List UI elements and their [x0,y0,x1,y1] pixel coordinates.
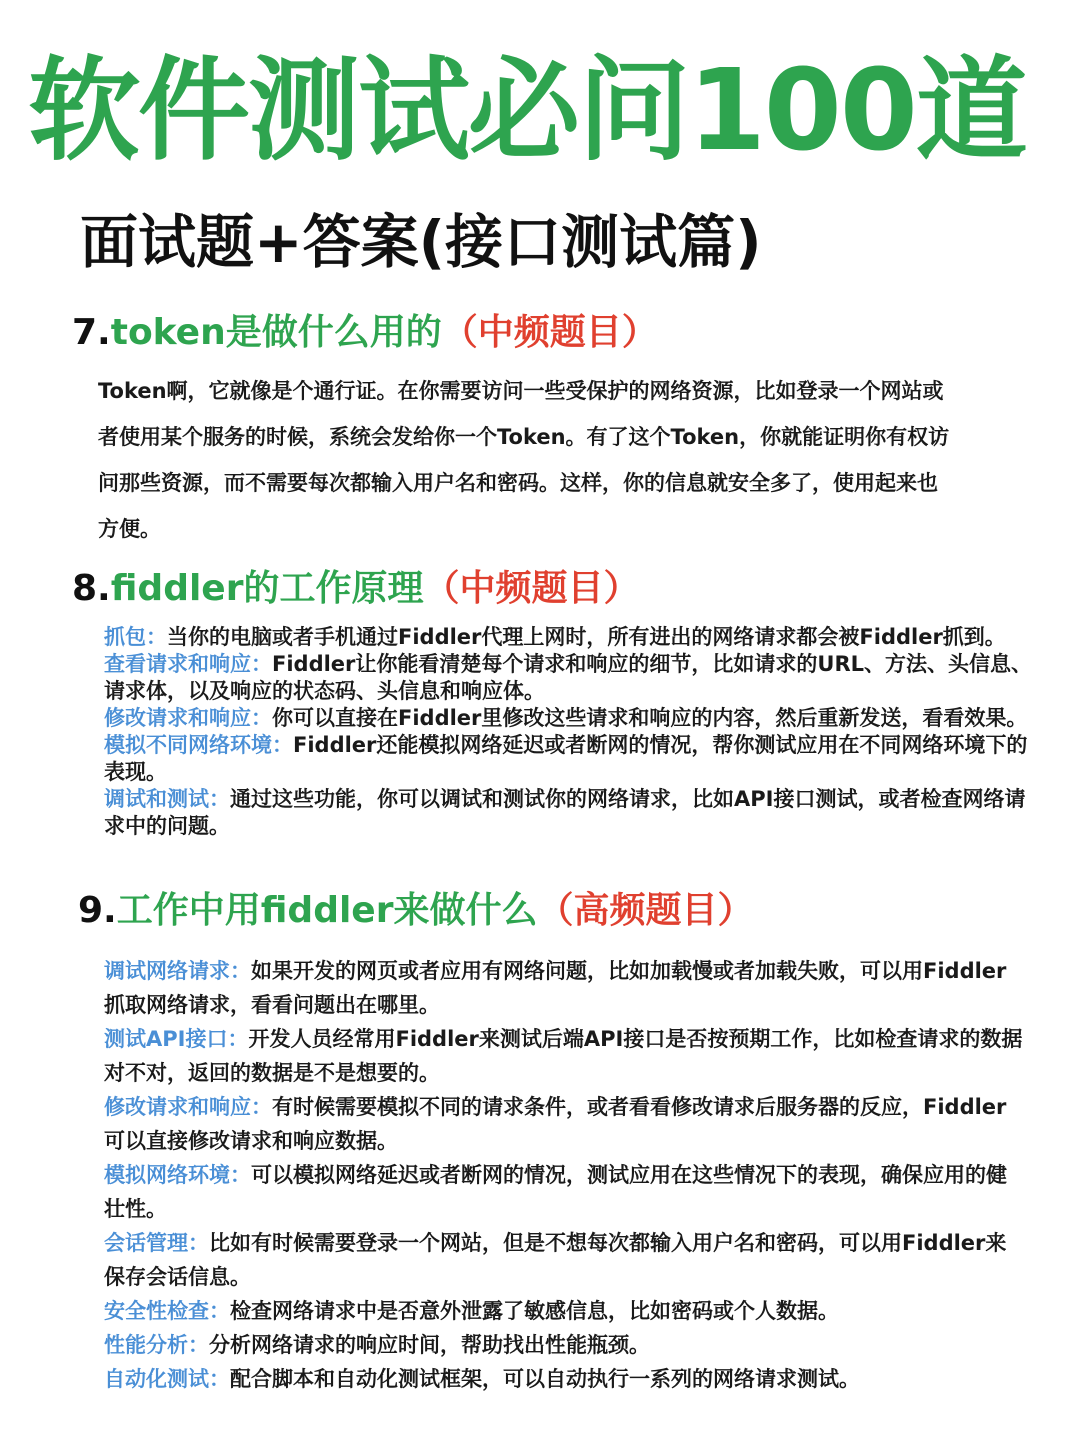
item-text: 配合脚本和自动化测试框架，可以自动执行一系列的网络请求测试。 [230,1367,860,1391]
item-text: 可以模拟网络延迟或者断网的情况，测试应用在这些情况下的表现，确保应用的健壮性。 [104,1163,1007,1221]
item-label: 调试网络请求： [104,959,251,983]
item-label: 模拟网络环境： [104,1163,251,1187]
question-9-title: 工作中用fiddler来做什么 [116,890,538,931]
list-item [104,1362,1024,1396]
list-item [104,1226,1024,1294]
item-text: 开发人员经常用Fiddler来测试后端API接口是否按预期工作，比如检查请求的数据对不对，返回的数据是不是想要的。 [104,1027,1023,1085]
question-7-heading [72,310,658,356]
item-label: 查看请求和响应： [104,652,272,676]
item-label: 安全性检查： [104,1299,230,1323]
list-item [104,786,1044,840]
list-item [104,705,1044,732]
list-item [104,954,1024,1022]
list-item [104,624,1044,651]
question-8-title: fiddler的工作原理 [110,568,424,609]
question-9-answer-list [104,954,1024,1396]
item-text: 通过这些功能，你可以调试和测试你的网络请求，比如API接口测试，或者检查网络请求中的问题。 [104,787,1026,838]
item-label: 自动化测试： [104,1367,230,1391]
question-9-number: 9. [78,890,117,931]
list-item [104,1090,1024,1158]
question-8-heading [72,566,639,612]
item-label: 修改请求和响应： [104,1095,272,1119]
question-9-frequency: （高频题目） [537,890,754,931]
question-9-heading [78,888,753,934]
item-label: 抓包： [104,625,167,649]
question-8-frequency: （中频题目） [423,568,640,609]
list-item [104,732,1044,786]
page-title: 软件测试必问100道 [28,46,1026,176]
question-7-number: 7. [72,312,111,353]
question-8-answer-list [104,624,1044,840]
question-7-frequency: （中频题目） [441,312,658,353]
item-text: Fiddler让你能看清楚每个请求和响应的细节，比如请求的URL、方法、头信息、请求体，以及响应的状态码、头信息和响应体。 [104,652,1033,703]
item-text: 检查网络请求中是否意外泄露了敏感信息，比如密码或个人数据。 [230,1299,839,1323]
question-7-answer: Token啊，它就像是个通行证。在你需要访问一些受保护的网络资源，比如登录一个网站或者使用某个服务的时候，系统会发给你一个Token。有了这个Token，你就能证明你有权访问那些资源，而不需要每次都输入用户名和密码。这样，你的信息就安全多了，使用起来也方便。 [98,379,950,541]
item-text: 如果开发的网页或者应用有网络问题，比如加载慢或者加载失败，可以用Fiddler抓取网络请求，看看问题出在哪里。 [104,959,1007,1017]
list-item [104,1328,1024,1362]
item-text: 比如有时候需要登录一个网站，但是不想每次都输入用户名和密码，可以用Fiddler来保存会话信息。 [104,1231,1007,1289]
list-item [104,651,1044,705]
list-item [104,1158,1024,1226]
list-item [104,1022,1024,1090]
item-text: 当你的电脑或者手机通过Fiddler代理上网时，所有进出的网络请求都会被Fiddler抓到。 [167,625,1006,649]
item-text: 分析网络请求的响应时间，帮助找出性能瓶颈。 [209,1333,650,1357]
item-label: 会话管理： [104,1231,209,1255]
list-item [104,1294,1024,1328]
item-text: 有时候需要模拟不同的请求条件，或者看看修改请求后服务器的反应，Fiddler可以直接修改请求和响应数据。 [104,1095,1007,1153]
question-7-title: token是做什么用的 [110,312,442,353]
item-label: 测试API接口： [104,1027,249,1051]
item-text: Fiddler还能模拟网络延迟或者断网的情况，帮你测试应用在不同网络环境下的表现。 [104,733,1028,784]
item-label: 性能分析： [104,1333,209,1357]
item-label: 修改请求和响应： [104,706,272,730]
item-label: 模拟不同网络环境： [104,733,293,757]
item-label: 调试和测试： [104,787,230,811]
page-subtitle: 面试题+答案(接口测试篇) [80,208,762,276]
question-8-number: 8. [72,568,111,609]
item-text: 你可以直接在Fiddler里修改这些请求和响应的内容，然后重新发送，看看效果。 [272,706,1028,730]
